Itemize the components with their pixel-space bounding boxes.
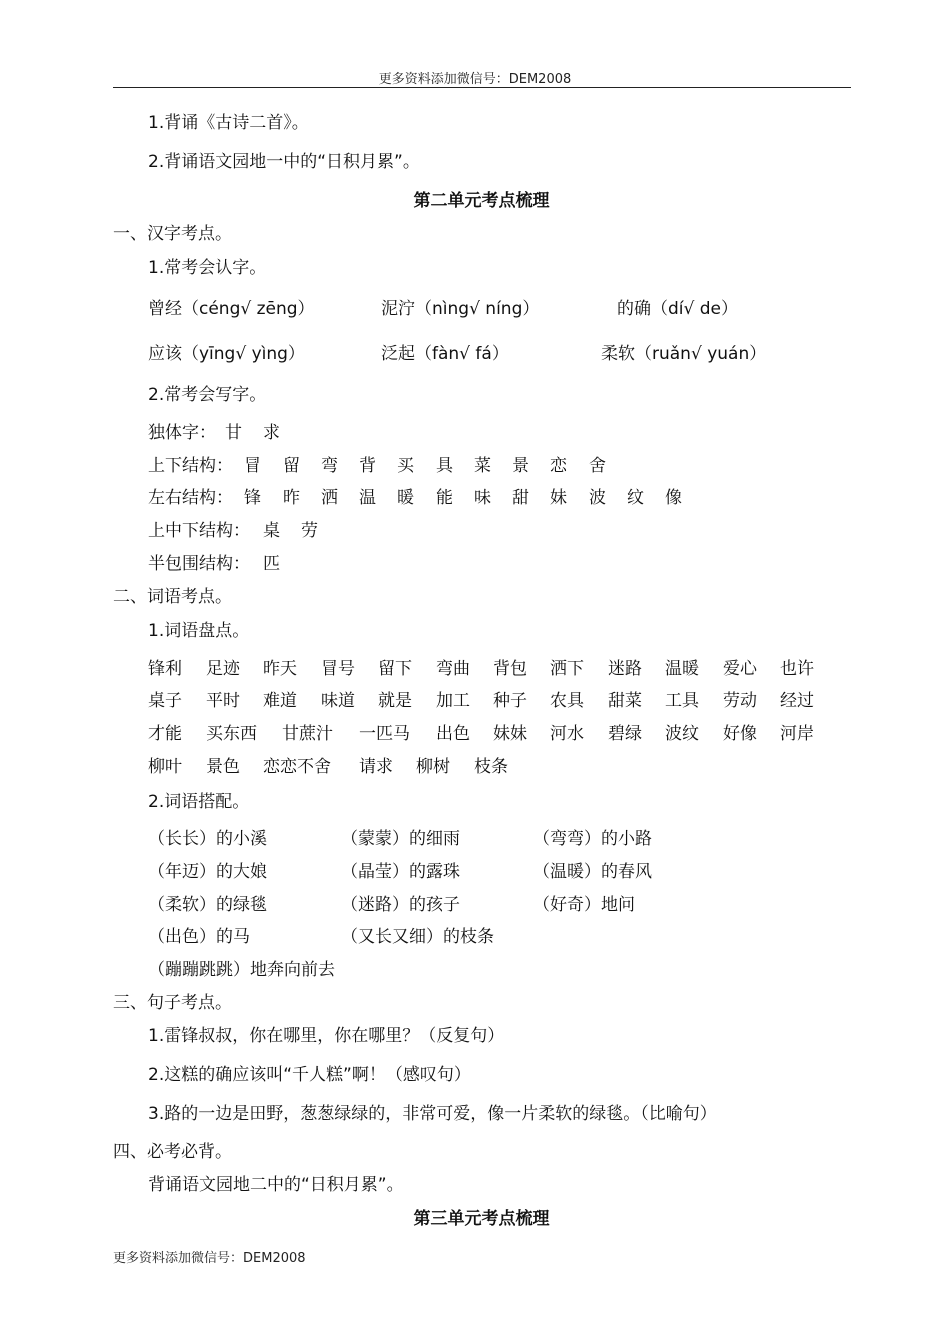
word-item: 甜菜 (608, 691, 642, 711)
structure-char: 菜 (474, 456, 491, 476)
unit3-title: 第三单元考点梳理 (413, 1209, 550, 1229)
structure-char: 弯 (321, 456, 338, 476)
collocation-item: （出色）的马 (148, 927, 250, 947)
collocation-item: （又长又细）的枝条 (341, 927, 494, 947)
section1-sub1: 1.常考会认字。 (148, 258, 267, 278)
structure-char: 波 (589, 488, 606, 508)
word-item: 加工 (436, 691, 470, 711)
word-item: 难道 (263, 691, 297, 711)
collocation-item: （柔软）的绿毯 (148, 895, 267, 915)
word-item: 甘蔗汁 (282, 724, 333, 744)
structure-char: 味 (474, 488, 491, 508)
structure-char: 景 (512, 456, 529, 476)
word-item: 爱心 (723, 659, 757, 679)
section2-sub1: 1.词语盘点。 (148, 621, 250, 641)
structure-char: 暖 (397, 488, 414, 508)
unit1-item-2: 2.背诵语文园地一中的“日积月累”。 (148, 152, 420, 172)
word-item: 足迹 (206, 659, 240, 679)
structure-char: 求 (263, 423, 280, 443)
section4-item: 背诵语文园地二中的“日积月累”。 (148, 1175, 404, 1195)
word-item: 恋恋不舍 (263, 757, 331, 777)
word-item: 河岸 (780, 724, 814, 744)
word-item: 好像 (723, 724, 757, 744)
structure-label: 左右结构： (148, 488, 233, 508)
structure-char: 留 (283, 456, 300, 476)
unit1-item-1: 1.背诵《古诗二首》。 (148, 113, 309, 133)
structure-char: 冒 (244, 456, 261, 476)
header-rule (113, 87, 851, 88)
collocation-item: （温暖）的春风 (533, 862, 652, 882)
word-item: 工具 (665, 691, 699, 711)
word-item: 劳动 (723, 691, 757, 711)
page-header: 更多资料添加微信号：DEM2008 (378, 72, 572, 87)
section1-heading: 一、汉字考点。 (113, 224, 232, 244)
word-item: 种子 (493, 691, 527, 711)
word-item: 柳叶 (148, 757, 182, 777)
structure-char: 恋 (550, 456, 567, 476)
collocation-item: （好奇）地问 (533, 895, 635, 915)
word-item: 就是 (378, 691, 412, 711)
word-item: 温暖 (665, 659, 699, 679)
structure-char: 甘 (225, 423, 242, 443)
section2-sub2: 2.词语搭配。 (148, 792, 250, 812)
word-item: 经过 (780, 691, 814, 711)
word-item: 妹妹 (493, 724, 527, 744)
word-item: 碧绿 (608, 724, 642, 744)
structure-char: 纹 (627, 488, 644, 508)
structure-char: 具 (436, 456, 453, 476)
pinyin-item: 曾经（céng√ zēng） (148, 299, 315, 319)
structure-char: 像 (665, 488, 682, 508)
structure-label: 半包围结构： (148, 554, 250, 574)
structure-char: 能 (436, 488, 453, 508)
word-item: 味道 (321, 691, 355, 711)
structure-char: 甜 (512, 488, 529, 508)
word-item: 锋利 (148, 659, 182, 679)
structure-char: 妹 (550, 488, 567, 508)
section4-heading: 四、必考必背。 (113, 1142, 232, 1162)
structure-char: 桌 (263, 521, 280, 541)
word-item: 出色 (436, 724, 470, 744)
word-item: 平时 (206, 691, 240, 711)
word-item: 迷路 (608, 659, 642, 679)
structure-char: 洒 (321, 488, 338, 508)
word-item: 背包 (493, 659, 527, 679)
structure-char: 背 (359, 456, 376, 476)
word-item: 桌子 (148, 691, 182, 711)
word-item: 农具 (550, 691, 584, 711)
word-item: 冒号 (321, 659, 355, 679)
pinyin-item: 泥泞（nìng√ níng） (381, 299, 540, 319)
collocation-item: （迷路）的孩子 (341, 895, 460, 915)
word-item: 买东西 (206, 724, 257, 744)
structure-char: 劳 (301, 521, 318, 541)
word-item: 请求 (359, 757, 393, 777)
word-item: 河水 (550, 724, 584, 744)
collocation-item: （蒙蒙）的细雨 (341, 829, 460, 849)
word-item: 也许 (780, 659, 814, 679)
structure-char: 锋 (244, 488, 261, 508)
pinyin-item: 的确（dí√ de） (617, 299, 739, 319)
collocation-item: （晶莹）的露珠 (341, 862, 460, 882)
structure-char: 买 (397, 456, 414, 476)
collocation-item: （年迈）的大娘 (148, 862, 267, 882)
collocation-item: （弯弯）的小路 (533, 829, 652, 849)
pinyin-item: 应该（yīng√ yìng） (148, 344, 305, 364)
page-footer: 更多资料添加微信号：DEM2008 (113, 1251, 306, 1266)
structure-char: 舍 (589, 456, 606, 476)
word-item: 波纹 (665, 724, 699, 744)
word-item: 景色 (206, 757, 240, 777)
structure-label: 上下结构： (148, 456, 233, 476)
collocation-item: （长长）的小溪 (148, 829, 267, 849)
section3-heading: 三、句子考点。 (113, 993, 232, 1013)
unit2-title: 第二单元考点梳理 (413, 191, 550, 211)
section2-heading: 二、词语考点。 (113, 587, 232, 607)
structure-label: 独体字： (148, 423, 216, 443)
pinyin-item: 柔软（ruǎn√ yuán） (601, 344, 767, 364)
word-item: 才能 (148, 724, 182, 744)
word-item: 洒下 (550, 659, 584, 679)
pinyin-item: 泛起（fàn√ fá） (381, 344, 509, 364)
sentence-item: 2.这糕的确应该叫“千人糕”啊！（感叹句） (148, 1065, 471, 1085)
word-item: 弯曲 (436, 659, 470, 679)
word-item: 一匹马 (359, 724, 410, 744)
word-item: 柳树 (416, 757, 450, 777)
section1-sub2: 2.常考会写字。 (148, 385, 267, 405)
sentence-item: 3.路的一边是田野，葱葱绿绿的，非常可爱，像一片柔软的绿毯。（比喻句） (148, 1104, 717, 1124)
word-item: 留下 (378, 659, 412, 679)
word-item: 枝条 (474, 757, 508, 777)
structure-char: 昨 (283, 488, 300, 508)
sentence-item: 1.雷锋叔叔，你在哪里，你在哪里？（反复句） (148, 1026, 505, 1046)
collocation-item: （蹦蹦跳跳）地奔向前去 (148, 960, 335, 980)
structure-char: 温 (359, 488, 376, 508)
word-item: 昨天 (263, 659, 297, 679)
structure-label: 上中下结构： (148, 521, 250, 541)
structure-char: 匹 (263, 554, 280, 574)
